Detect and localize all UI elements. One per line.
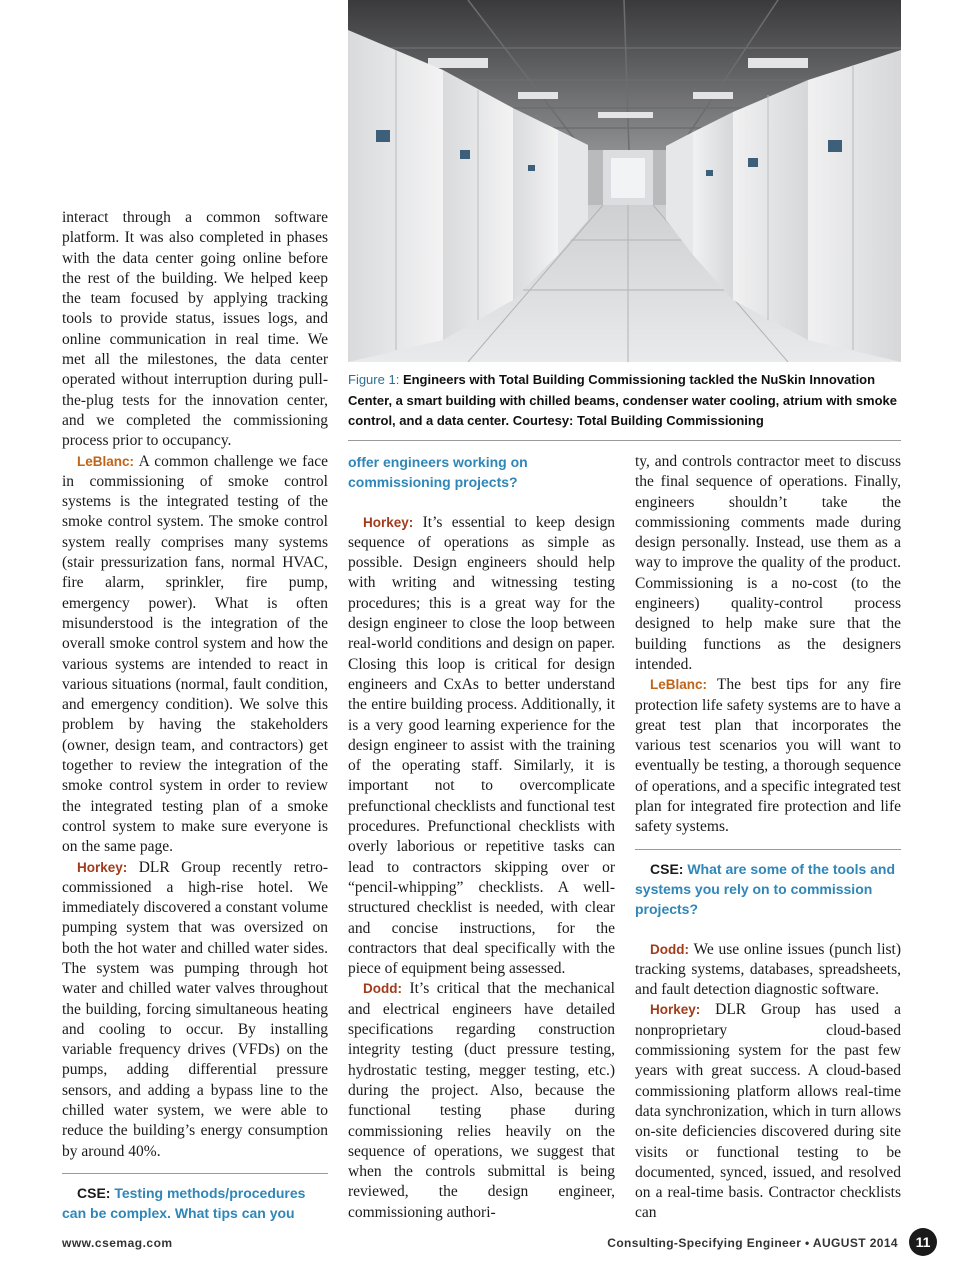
col3-paragraph-3	[635, 940, 901, 1001]
col3-paragraph-4	[635, 1000, 901, 1223]
publication-line: Consulting-Specifying Engineer • AUGUST 2014	[607, 1236, 898, 1250]
cse-label: CSE:	[77, 1184, 111, 1201]
paragraph-text: A common challenge we face in commissioning of smoke control systems is the integrated testing of the smoke control system. The smoke control system really comprises many systems (stair pressurization fans, normal HVAC, fire alarm, sprinkler, fire pump, emergency power). What is often misunderstood is the integration of the overall smoke control system and how the various systems are intended to react in various situations (normal, fault condition, and emergency condition). We solve this problem by having the stakeholders (owner, design team, and contractors) get together to review the integration of the smoke control system in order to review the integrated testing plan of a smoke control system to make sure everyone is on the same page.	[62, 452, 328, 856]
col3-paragraph-1: ty, and controls contractor meet to discuss the final sequence of operations. Finally, engineers shouldn’t take the commissioning comments made during design personally. Instead, use them as a way to improve the quality of the product. Commissioning is a no-cost (to the engineers) quality-control process designed to help make sure that the building functions as the designers intended.	[635, 453, 901, 673]
col2-paragraph-2	[348, 979, 615, 1223]
speaker-label: Dodd:	[650, 941, 689, 957]
spacer	[635, 920, 901, 940]
speaker-label: Horkey:	[363, 514, 414, 530]
cse-question	[62, 1183, 328, 1224]
cse-label: CSE:	[650, 860, 684, 877]
paragraph-text: DLR Group recently retro-commissioned a high-rise hotel. We immediately discovered a constant volume pumping system that was oversized on both the hot water and chilled water sides. The system was pumping through hot water and chilled water valves throughout the building, forcing simultaneous heating and cooling to occur. By installing variable frequency drives (VFDs) on the pumps, adding differential pressure sensors, and adding a bypass line to the chilled water system, we were able to reduce the building’s energy consumption by around 40%.	[62, 858, 328, 1160]
figure-label: Figure 1:	[348, 372, 400, 387]
paragraph-text: It’s critical that the mechanical and electrical engineers have detailed specifications regarding construction integrity testing (duct pressure testing, hydrostatic testing, megger testing, etc.) during the project. Also, because the functional testing phase during commissioning relies heavily on the sequence of operations, we suggest that when the controls submittal is being reviewed, the design engineer, commissioning authori-	[348, 980, 615, 1221]
column-2	[348, 452, 615, 1223]
column-3	[635, 452, 901, 1224]
col2-paragraph-1	[348, 513, 615, 980]
col1-paragraph-2	[62, 452, 328, 858]
cse-question-continued: offer engineers working on commissioning projects?	[348, 454, 528, 491]
figure-caption-text: Engineers with Total Building Commissioning tackled the NuSkin Innovation Center, a smart building with chilled beams, condenser water cooling, atrium with smoke control, and a data center. Courtesy: Total Building Commissioning	[348, 372, 898, 428]
speaker-label: Horkey:	[650, 1002, 701, 1018]
question-text: What are some of the tools and systems you rely on to commission projects?	[635, 860, 896, 918]
paragraph-text: We use online issues (punch list) tracking systems, databases, spreadsheets, and fault detection diagnostic software.	[635, 940, 901, 999]
paragraph-text: The best tips for any fire protection life safety systems are to have a great test plan that incorporates the various test scenarios you will want to eventually be testing, a thorough sequence of operations, and a specific integrated test plan for integrated fire protection and life safety systems.	[635, 676, 901, 836]
speaker-label: LeBlanc:	[650, 677, 708, 693]
question-text: Testing methods/procedures can be complex. What tips can you	[62, 1184, 306, 1222]
data-center-illustration	[348, 0, 901, 362]
paragraph-text: DLR Group has used a nonproprietary cloud-based commissioning system for the past few years with great success. A cloud-based commissioning platform allows real-time data synchronization, which in turn allows on-site deficiencies discovered during site visits or functional testing to be documented, synced, issued, and resolved on a real-time basis. Contractor checklists can	[635, 1001, 902, 1222]
section-divider	[62, 1162, 328, 1174]
website-url[interactable]: www.csemag.com	[62, 1236, 173, 1250]
cse-question	[635, 859, 901, 920]
paragraph-text: It’s essential to keep design sequence of operations as simple as possible. Design engineers should help with writing and witnessing testing procedures; this is a great way for the design engineer to close the loop between real-world conditions and design on paper. Closing this loop is critical for design engineers and CxAs to better understand the entire building process. Additionally, it is a very good learning experience for the design engineer to assist with the training of the operating staff. Similarly, it is important not to overcomplicate prefunctional checklists and functional test procedures. Prefunctional checklists with overly laborious or repetitive tasks can lead to contractors skipping over or “pencil-whipping” checklists. A well-structured checklist is needed, with clear and concise instructions, for the contractors that deal specifically with the piece of equipment being assessed.	[348, 513, 616, 978]
speaker-label: Dodd:	[363, 981, 402, 997]
col1-paragraph-3	[62, 858, 328, 1162]
speaker-label: Horkey:	[77, 859, 128, 875]
section-divider	[635, 838, 901, 850]
page-number-badge: 11	[909, 1228, 937, 1256]
caption-divider	[348, 440, 901, 441]
col1-paragraph-1: interact through a common software platform. It was also completed in phases with the data center going online before the rest of the building. We helped keep the team focused by applying tracking tools to provide status, issues logs, and online communication in real time. We met all the milestones, the data center operated without interruption during pull-the-plug tests for the innovation center, and we completed the commissioning process prior to occupancy.	[62, 209, 328, 450]
column-1	[62, 208, 328, 1224]
figure-photo	[348, 0, 901, 362]
figure-caption	[348, 370, 904, 432]
col3-paragraph-2	[635, 675, 901, 837]
spacer	[348, 493, 615, 513]
speaker-label: LeBlanc:	[77, 453, 135, 469]
